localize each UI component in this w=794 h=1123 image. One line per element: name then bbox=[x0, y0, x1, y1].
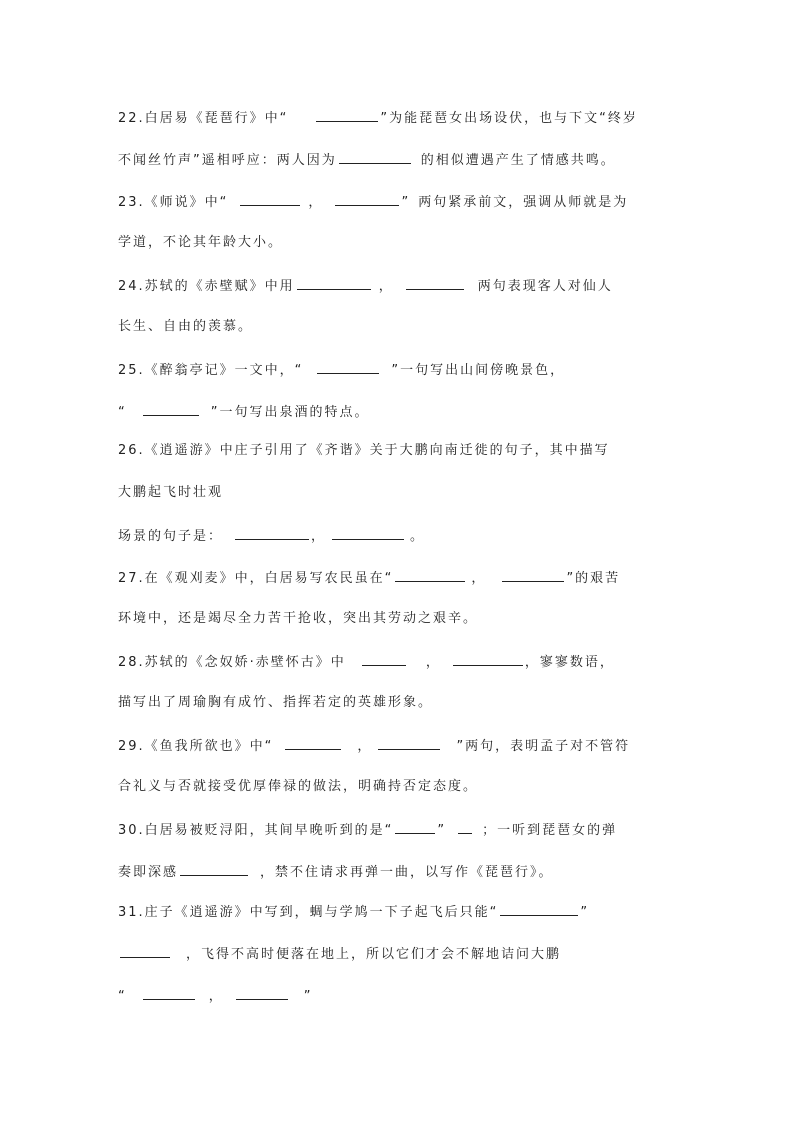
question-text: ；一听到琵琶女的弹 bbox=[482, 823, 618, 838]
question-29-line-1 bbox=[118, 736, 678, 756]
question-text: 学道，不论其年龄大小。 bbox=[118, 235, 284, 250]
question-text: 27.在《观刈麦》中，白居易写农民虽在“ bbox=[118, 571, 394, 586]
answer-blank[interactable] bbox=[180, 862, 248, 876]
question-text: 奏即深感 bbox=[118, 865, 179, 880]
question-30-line-1 bbox=[118, 820, 678, 840]
question-25-line-1 bbox=[118, 360, 678, 380]
question-text: ”的艰苦 bbox=[566, 571, 621, 586]
question-27-line-1 bbox=[118, 568, 678, 588]
question-31-line-2 bbox=[118, 944, 678, 964]
question-26-line-2 bbox=[118, 484, 678, 502]
question-text: 合礼义与否就接受优厚俸禄的做法，明确持否定态度。 bbox=[118, 779, 479, 794]
question-text: ” bbox=[303, 989, 313, 1004]
question-text: ， bbox=[425, 655, 441, 670]
question-text: ， bbox=[471, 571, 487, 586]
answer-blank[interactable] bbox=[378, 736, 440, 750]
question-25-line-2 bbox=[118, 402, 678, 422]
answer-blank[interactable] bbox=[339, 150, 411, 164]
question-22-line-1 bbox=[118, 108, 678, 128]
question-text: 描写出了周瑜胸有成竹、指挥若定的英雄形象。 bbox=[118, 695, 434, 710]
question-text: ”两句，表明孟子对不管符 bbox=[456, 739, 631, 754]
answer-blank[interactable] bbox=[143, 402, 199, 416]
question-text: ” bbox=[401, 195, 411, 210]
question-text: 23.《师说》中“ bbox=[118, 195, 229, 210]
question-text: ，寥寥数语， bbox=[524, 655, 615, 670]
question-text: ，飞得不高时便落在地上，所以它们才会不解地诘问大鹏 bbox=[186, 947, 562, 962]
question-30-line-2 bbox=[118, 862, 678, 882]
question-text: 28.苏轼的《念奴娇·赤壁怀古》中 bbox=[118, 655, 346, 670]
answer-blank[interactable] bbox=[297, 276, 371, 290]
question-text: 不闻丝竹声”遥相呼应：两人因为 bbox=[118, 153, 337, 168]
question-text: 30.白居易被贬浔阳，其间早晚听到的是“ bbox=[118, 823, 394, 838]
question-text: ， bbox=[208, 989, 224, 1004]
question-text: ， bbox=[378, 279, 394, 294]
question-26-line-1 bbox=[118, 442, 678, 460]
question-31-line-3 bbox=[118, 986, 678, 1006]
question-text: 。 bbox=[410, 529, 426, 544]
question-28-line-2 bbox=[118, 694, 678, 712]
question-23-line-1 bbox=[118, 192, 678, 212]
question-text: ， bbox=[311, 529, 327, 544]
answer-blank[interactable] bbox=[335, 192, 399, 206]
answer-blank[interactable] bbox=[502, 568, 564, 582]
question-text: ， bbox=[308, 195, 324, 210]
answer-blank[interactable] bbox=[453, 652, 523, 666]
question-text: 25.《醉翁亭记》一文中，“ bbox=[118, 363, 304, 378]
answer-blank[interactable] bbox=[235, 526, 309, 540]
question-text: 长生、自由的羡慕。 bbox=[118, 319, 254, 334]
answer-blank[interactable] bbox=[317, 360, 379, 374]
question-24-line-2 bbox=[118, 318, 678, 336]
question-text: 22.白居易《琵琶行》中“ bbox=[118, 111, 289, 126]
question-text: ”一句写出山间傍晚景色， bbox=[391, 363, 566, 378]
question-text: 环境中，还是竭尽全力苦干抢收，突出其劳动之艰辛。 bbox=[118, 611, 479, 626]
question-31-line-1 bbox=[118, 902, 678, 922]
question-28-line-1 bbox=[118, 652, 678, 672]
question-27-line-2 bbox=[118, 610, 678, 628]
question-text: “ bbox=[118, 405, 127, 420]
answer-blank[interactable] bbox=[362, 652, 406, 666]
answer-blank[interactable] bbox=[500, 902, 578, 916]
question-text: 两句表现客人对仙人 bbox=[477, 279, 613, 294]
answer-blank[interactable] bbox=[395, 568, 465, 582]
answer-blank[interactable] bbox=[458, 820, 472, 834]
question-text: ” bbox=[437, 823, 447, 838]
answer-blank[interactable] bbox=[316, 108, 378, 122]
answer-blank[interactable] bbox=[143, 986, 195, 1000]
question-text: ” bbox=[580, 905, 590, 920]
question-24-line-1 bbox=[118, 276, 678, 296]
question-text: ，禁不住请求再弹一曲，以写作《琵琶行》。 bbox=[260, 865, 554, 880]
question-26-line-3 bbox=[118, 526, 678, 546]
answer-blank[interactable] bbox=[236, 986, 288, 1000]
question-text: 大鹏起飞时壮观 bbox=[118, 485, 224, 500]
answer-blank[interactable] bbox=[406, 276, 464, 290]
question-23-line-2 bbox=[118, 234, 678, 252]
question-text: ”为能琵琶女出场设伏，也与下文“终岁 bbox=[380, 111, 638, 126]
question-text: “ bbox=[118, 989, 127, 1004]
question-text: 场景的句子是： bbox=[118, 529, 224, 544]
question-text: 24.苏轼的《赤壁赋》中用 bbox=[118, 279, 295, 294]
question-text: ， bbox=[357, 739, 373, 754]
answer-blank[interactable] bbox=[285, 736, 341, 750]
question-22-line-2 bbox=[118, 150, 678, 170]
question-text: 29.《鱼我所欲也》中“ bbox=[118, 739, 274, 754]
answer-blank[interactable] bbox=[395, 820, 435, 834]
question-29-line-2 bbox=[118, 778, 678, 796]
question-text: ”一句写出泉酒的特点。 bbox=[210, 405, 370, 420]
answer-blank[interactable] bbox=[240, 192, 300, 206]
answer-blank[interactable] bbox=[120, 944, 170, 958]
question-text: 两句紧承前文，强调从师就是为 bbox=[418, 195, 629, 210]
answer-blank[interactable] bbox=[332, 526, 404, 540]
question-text: 31.庄子《逍遥游》中写到，蜩与学鸠一下子起飞后只能“ bbox=[118, 905, 499, 920]
question-text: 26.《逍遥游》中庄子引用了《齐谐》关于大鹏向南迁徙的句子，其中描写 bbox=[118, 443, 610, 458]
question-text: 的相似遭遇产生了情感共鸣。 bbox=[420, 153, 616, 168]
